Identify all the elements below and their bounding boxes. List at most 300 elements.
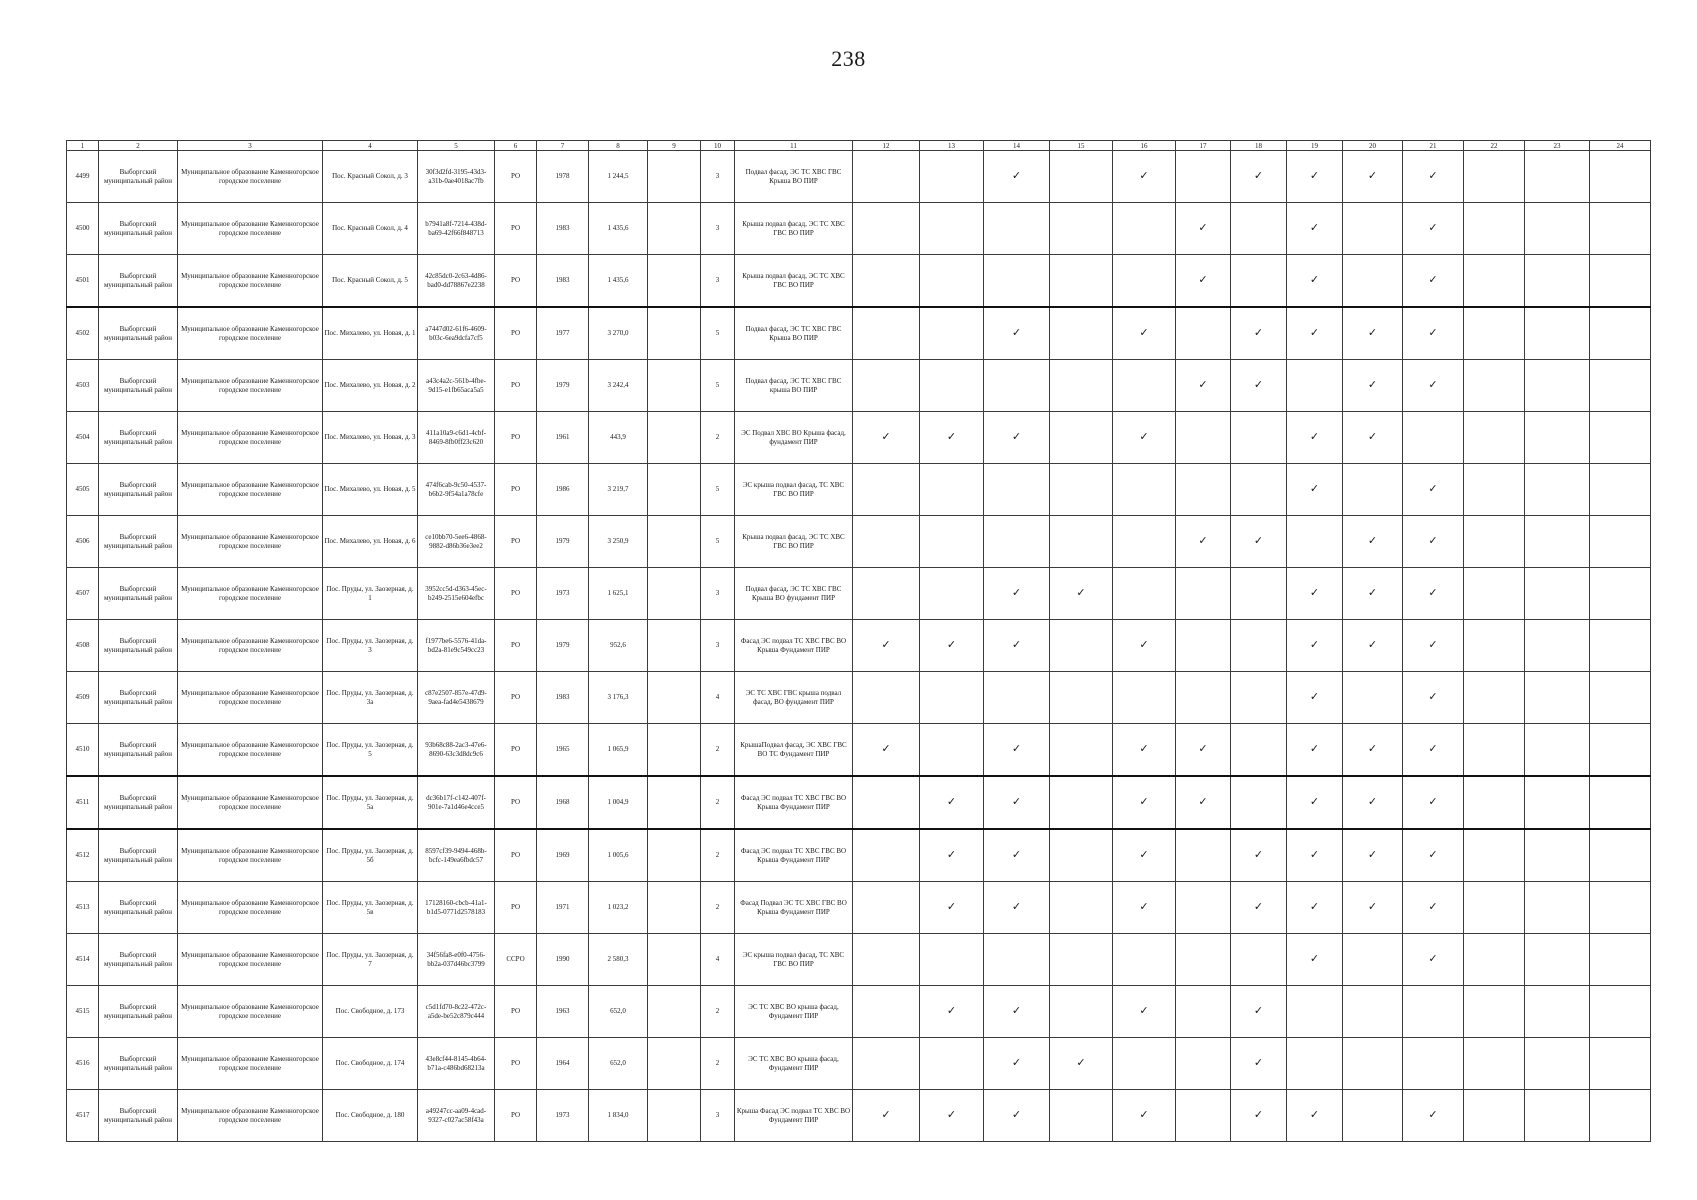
check-mark-icon: ✓ (1343, 724, 1403, 777)
municipality-cell: Муниципальное образование Каменногорское городское поселение (178, 307, 323, 360)
area-cell: 1 244,5 (589, 151, 648, 203)
area-cell: 443,9 (589, 412, 648, 464)
works-cell: Фасад ЭС подвал ТС ХВС ГВС ВО Крыша Фундамент ПИР (735, 776, 853, 829)
year-cell: 1968 (537, 776, 589, 829)
table-row (67, 620, 1651, 672)
floors-cell: 4 (701, 934, 735, 986)
column-number-cell: 9 (648, 141, 701, 151)
empty-cell (1343, 464, 1403, 516)
col9-cell (648, 986, 701, 1038)
empty-cell (1287, 1038, 1343, 1090)
check-mark-icon: ✓ (1176, 776, 1231, 829)
house-id-cell: a7447d02-61f6-4609-b03c-6ea9dcfa7cf5 (418, 307, 495, 360)
district-cell: Выборгский муниципальный район (99, 1038, 178, 1090)
check-mark-icon: ✓ (1343, 360, 1403, 412)
house-id-cell: 17128160-cbcb-41a1-b1d5-0771d2578183 (418, 882, 495, 934)
column-number-cell: 5 (418, 141, 495, 151)
empty-cell (1050, 1090, 1113, 1142)
address-cell: Пос. Пруды, ул. Заозерная, д. 1 (323, 568, 418, 620)
works-cell: Фасад Подвал ЭС ТС ХВС ГВС ВО Крыша Фундамент ПИР (735, 882, 853, 934)
check-mark-icon: ✓ (1403, 255, 1464, 308)
empty-cell (984, 934, 1050, 986)
empty-cell (853, 203, 920, 255)
check-mark-icon: ✓ (1287, 412, 1343, 464)
empty-cell (1343, 672, 1403, 724)
municipality-cell: Муниципальное образование Каменногорское городское поселение (178, 360, 323, 412)
check-mark-icon: ✓ (984, 151, 1050, 203)
empty-cell (1050, 776, 1113, 829)
check-mark-icon: ✓ (1403, 203, 1464, 255)
col9-cell (648, 360, 701, 412)
empty-cell (1050, 829, 1113, 882)
row-number-cell: 4511 (67, 776, 99, 829)
type-cell: РО (495, 307, 537, 360)
check-mark-icon: ✓ (984, 724, 1050, 777)
check-mark-icon: ✓ (1403, 620, 1464, 672)
check-mark-icon: ✓ (920, 620, 984, 672)
check-mark-icon: ✓ (1403, 829, 1464, 882)
empty-cell (1343, 986, 1403, 1038)
works-cell: Крыша подвал фасад, ЭС ТС ХВС ГВС ВО ПИР (735, 203, 853, 255)
empty-cell (1590, 203, 1651, 255)
col9-cell (648, 1090, 701, 1142)
check-mark-icon: ✓ (1231, 151, 1287, 203)
empty-cell (1343, 255, 1403, 308)
empty-cell (920, 1038, 984, 1090)
column-number-cell: 13 (920, 141, 984, 151)
column-number-cell: 15 (1050, 141, 1113, 151)
empty-cell (1176, 620, 1231, 672)
table-row (67, 255, 1651, 308)
empty-cell (853, 464, 920, 516)
house-id-cell: f1977be6-5576-41da-bd2a-81e9c549cc23 (418, 620, 495, 672)
floors-cell: 5 (701, 307, 735, 360)
area-cell: 652,0 (589, 986, 648, 1038)
house-id-cell: dc36b17f-c142-407f-901e-7a1d46e4cce5 (418, 776, 495, 829)
municipality-cell: Муниципальное образование Каменногорское городское поселение (178, 1090, 323, 1142)
district-cell: Выборгский муниципальный район (99, 620, 178, 672)
empty-cell (853, 934, 920, 986)
year-cell: 1986 (537, 464, 589, 516)
empty-cell (1050, 464, 1113, 516)
empty-cell (920, 568, 984, 620)
check-mark-icon: ✓ (1403, 307, 1464, 360)
empty-cell (853, 516, 920, 568)
empty-cell (1403, 412, 1464, 464)
works-cell: ЭС ТС ХВС ВО крыша фасад, Фундамент ПИР (735, 1038, 853, 1090)
works-cell: ЭС Подвал ХВС ВО Крыша фасад, фундамент ПИР (735, 412, 853, 464)
empty-cell (1231, 724, 1287, 777)
type-cell: РО (495, 672, 537, 724)
floors-cell: 3 (701, 1090, 735, 1142)
municipality-cell: Муниципальное образование Каменногорское городское поселение (178, 516, 323, 568)
row-number-cell: 4513 (67, 882, 99, 934)
municipality-cell: Муниципальное образование Каменногорское городское поселение (178, 203, 323, 255)
address-cell: Пос. Пруды, ул. Заозерная, д. 7 (323, 934, 418, 986)
check-mark-icon: ✓ (1403, 776, 1464, 829)
empty-cell (1176, 1090, 1231, 1142)
check-mark-icon: ✓ (1403, 934, 1464, 986)
house-id-cell: 474f6cab-9c50-4537-b6b2-9f54a1a78cfe (418, 464, 495, 516)
empty-cell (1113, 568, 1176, 620)
type-cell: РО (495, 776, 537, 829)
col9-cell (648, 568, 701, 620)
empty-cell (1590, 464, 1651, 516)
address-cell: Пос. Красный Сокол, д. 5 (323, 255, 418, 308)
check-mark-icon: ✓ (1113, 776, 1176, 829)
check-mark-icon: ✓ (984, 620, 1050, 672)
check-mark-icon: ✓ (1403, 882, 1464, 934)
check-mark-icon: ✓ (1287, 829, 1343, 882)
type-cell: РО (495, 620, 537, 672)
year-cell: 1971 (537, 882, 589, 934)
floors-cell: 3 (701, 620, 735, 672)
empty-cell (920, 307, 984, 360)
type-cell: РО (495, 882, 537, 934)
empty-cell (1590, 986, 1651, 1038)
empty-cell (1050, 882, 1113, 934)
type-cell: РО (495, 1038, 537, 1090)
check-mark-icon: ✓ (984, 1090, 1050, 1142)
empty-cell (1176, 672, 1231, 724)
empty-cell (853, 882, 920, 934)
empty-cell (984, 672, 1050, 724)
empty-cell (853, 672, 920, 724)
empty-cell (1525, 360, 1590, 412)
address-cell: Пос. Михалево, ул. Новая, д. 1 (323, 307, 418, 360)
year-cell: 1990 (537, 934, 589, 986)
col9-cell (648, 934, 701, 986)
empty-cell (1464, 620, 1525, 672)
type-cell: РО (495, 568, 537, 620)
address-cell: Пос. Михалево, ул. Новая, д. 6 (323, 516, 418, 568)
empty-cell (1525, 1038, 1590, 1090)
works-cell: Крыша подвал фасад, ЭС ТС ХВС ГВС ВО ПИР (735, 516, 853, 568)
row-number-cell: 4517 (67, 1090, 99, 1142)
row-number-cell: 4500 (67, 203, 99, 255)
empty-cell (1050, 360, 1113, 412)
address-cell: Пос. Пруды, ул. Заозерная, д. 5в (323, 882, 418, 934)
area-cell: 3 242,4 (589, 360, 648, 412)
house-id-cell: 8597cf39-9494-468b-bcfc-149ea6fbdc57 (418, 829, 495, 882)
col9-cell (648, 776, 701, 829)
district-cell: Выборгский муниципальный район (99, 568, 178, 620)
works-cell: ЭС ТС ХВС ГВС крыша подвал фасад, ВО фундамент ПИР (735, 672, 853, 724)
works-cell: Фасад ЭС подвал ТС ХВС ГВС ВО Крыша Фундамент ПИР (735, 829, 853, 882)
house-id-cell: c5d1fd70-8c22-472c-a5de-be52c879c444 (418, 986, 495, 1038)
check-mark-icon: ✓ (1343, 776, 1403, 829)
col9-cell (648, 151, 701, 203)
empty-cell (1231, 464, 1287, 516)
empty-cell (1050, 672, 1113, 724)
house-id-cell: 30f3d2fd-3195-43d3-a31b-0ae4018ac7fb (418, 151, 495, 203)
check-mark-icon: ✓ (1287, 203, 1343, 255)
empty-cell (920, 672, 984, 724)
check-mark-icon: ✓ (920, 882, 984, 934)
municipality-cell: Муниципальное образование Каменногорское городское поселение (178, 986, 323, 1038)
check-mark-icon: ✓ (920, 829, 984, 882)
empty-cell (1525, 151, 1590, 203)
empty-cell (920, 151, 984, 203)
check-mark-icon: ✓ (1343, 568, 1403, 620)
empty-cell (1050, 203, 1113, 255)
empty-cell (1525, 203, 1590, 255)
empty-cell (1113, 360, 1176, 412)
floors-cell: 4 (701, 672, 735, 724)
empty-cell (1113, 516, 1176, 568)
check-mark-icon: ✓ (1176, 724, 1231, 777)
register-table (66, 140, 1651, 1142)
empty-cell (1343, 1038, 1403, 1090)
check-mark-icon: ✓ (1176, 360, 1231, 412)
empty-cell (1525, 672, 1590, 724)
row-number-cell: 4508 (67, 620, 99, 672)
district-cell: Выборгский муниципальный район (99, 882, 178, 934)
column-number-cell: 6 (495, 141, 537, 151)
check-mark-icon: ✓ (1231, 882, 1287, 934)
table-row (67, 776, 1651, 829)
year-cell: 1965 (537, 724, 589, 777)
row-number-cell: 4515 (67, 986, 99, 1038)
area-cell: 1 435,6 (589, 203, 648, 255)
check-mark-icon: ✓ (1287, 620, 1343, 672)
empty-cell (1050, 934, 1113, 986)
check-mark-icon: ✓ (1050, 568, 1113, 620)
year-cell: 1979 (537, 620, 589, 672)
check-mark-icon: ✓ (1287, 464, 1343, 516)
table-row (67, 1038, 1651, 1090)
address-cell: Пос. Пруды, ул. Заозерная, д. 5а (323, 776, 418, 829)
col9-cell (648, 882, 701, 934)
empty-cell (1464, 203, 1525, 255)
empty-cell (1525, 829, 1590, 882)
address-cell: Пос. Михалево, ул. Новая, д. 2 (323, 360, 418, 412)
empty-cell (1590, 255, 1651, 308)
column-number-cell: 4 (323, 141, 418, 151)
floors-cell: 2 (701, 776, 735, 829)
empty-cell (1590, 724, 1651, 777)
check-mark-icon: ✓ (1113, 829, 1176, 882)
empty-cell (1464, 360, 1525, 412)
check-mark-icon: ✓ (1231, 360, 1287, 412)
check-mark-icon: ✓ (984, 568, 1050, 620)
empty-cell (1231, 203, 1287, 255)
row-number-cell: 4514 (67, 934, 99, 986)
empty-cell (1113, 672, 1176, 724)
check-mark-icon: ✓ (1113, 1090, 1176, 1142)
table-row (67, 1090, 1651, 1142)
empty-cell (853, 829, 920, 882)
district-cell: Выборгский муниципальный район (99, 516, 178, 568)
empty-cell (1525, 516, 1590, 568)
empty-cell (1464, 307, 1525, 360)
col9-cell (648, 203, 701, 255)
empty-cell (1464, 464, 1525, 516)
empty-cell (1050, 412, 1113, 464)
table-row (67, 360, 1651, 412)
column-number-cell: 24 (1590, 141, 1651, 151)
floors-cell: 3 (701, 203, 735, 255)
check-mark-icon: ✓ (1231, 829, 1287, 882)
empty-cell (1176, 829, 1231, 882)
empty-cell (853, 986, 920, 1038)
column-number-cell: 20 (1343, 141, 1403, 151)
table-row (67, 516, 1651, 568)
house-id-cell: ce10bb70-5ee6-4868-9882-d86b36e3ee2 (418, 516, 495, 568)
empty-cell (1113, 255, 1176, 308)
empty-cell (1525, 307, 1590, 360)
empty-cell (1464, 672, 1525, 724)
empty-cell (1113, 934, 1176, 986)
type-cell: РО (495, 203, 537, 255)
district-cell: Выборгский муниципальный район (99, 829, 178, 882)
check-mark-icon: ✓ (920, 776, 984, 829)
year-cell: 1978 (537, 151, 589, 203)
check-mark-icon: ✓ (1287, 776, 1343, 829)
empty-cell (1590, 882, 1651, 934)
empty-cell (853, 568, 920, 620)
column-number-cell: 14 (984, 141, 1050, 151)
empty-cell (1590, 568, 1651, 620)
district-cell: Выборгский муниципальный район (99, 1090, 178, 1142)
area-cell: 3 250,9 (589, 516, 648, 568)
empty-cell (1231, 412, 1287, 464)
empty-cell (1464, 1038, 1525, 1090)
empty-cell (1113, 1038, 1176, 1090)
district-cell: Выборгский муниципальный район (99, 203, 178, 255)
table-row (67, 724, 1651, 777)
empty-cell (1231, 934, 1287, 986)
area-cell: 1 834,0 (589, 1090, 648, 1142)
district-cell: Выборгский муниципальный район (99, 776, 178, 829)
empty-cell (1464, 516, 1525, 568)
empty-cell (1050, 307, 1113, 360)
empty-cell (853, 360, 920, 412)
type-cell: РО (495, 360, 537, 412)
check-mark-icon: ✓ (920, 412, 984, 464)
table-row (67, 464, 1651, 516)
house-id-cell: 411a10a9-c6d1-4cbf-8469-8fb0ff23c620 (418, 412, 495, 464)
empty-cell (1343, 203, 1403, 255)
empty-cell (853, 255, 920, 308)
works-cell: Подвал фасад, ЭС ТС ХВС ГВС Крыша ВО фундамент ПИР (735, 568, 853, 620)
column-number-cell: 17 (1176, 141, 1231, 151)
col9-cell (648, 307, 701, 360)
floors-cell: 2 (701, 412, 735, 464)
row-number-cell: 4509 (67, 672, 99, 724)
col9-cell (648, 1038, 701, 1090)
works-cell: ЭС ТС ХВС ВО крыша фасад, Фундамент ПИР (735, 986, 853, 1038)
column-number-cell: 8 (589, 141, 648, 151)
empty-cell (1176, 986, 1231, 1038)
check-mark-icon: ✓ (1113, 882, 1176, 934)
empty-cell (1525, 724, 1590, 777)
check-mark-icon: ✓ (1231, 1038, 1287, 1090)
col9-cell (648, 672, 701, 724)
empty-cell (1590, 829, 1651, 882)
area-cell: 652,0 (589, 1038, 648, 1090)
type-cell: РО (495, 255, 537, 308)
check-mark-icon: ✓ (1231, 516, 1287, 568)
check-mark-icon: ✓ (1403, 464, 1464, 516)
area-cell: 1 023,2 (589, 882, 648, 934)
address-cell: Пос. Пруды, ул. Заозерная, д. 5 (323, 724, 418, 777)
check-mark-icon: ✓ (984, 882, 1050, 934)
municipality-cell: Муниципальное образование Каменногорское городское поселение (178, 724, 323, 777)
col9-cell (648, 620, 701, 672)
district-cell: Выборгский муниципальный район (99, 934, 178, 986)
empty-cell (1176, 934, 1231, 986)
municipality-cell: Муниципальное образование Каменногорское городское поселение (178, 776, 323, 829)
year-cell: 1983 (537, 255, 589, 308)
row-number-cell: 4507 (67, 568, 99, 620)
house-id-cell: 3952cc5d-d363-45ec-b249-2515e604efbc (418, 568, 495, 620)
col9-cell (648, 516, 701, 568)
check-mark-icon: ✓ (984, 307, 1050, 360)
column-number-cell: 22 (1464, 141, 1525, 151)
row-number-cell: 4512 (67, 829, 99, 882)
check-mark-icon: ✓ (1113, 724, 1176, 777)
empty-cell (1525, 882, 1590, 934)
year-cell: 1979 (537, 360, 589, 412)
empty-cell (1464, 568, 1525, 620)
empty-cell (1176, 464, 1231, 516)
house-id-cell: b7941a8f-7214-438d-ba69-42f66f848713 (418, 203, 495, 255)
check-mark-icon: ✓ (984, 776, 1050, 829)
area-cell: 1 005,6 (589, 829, 648, 882)
check-mark-icon: ✓ (853, 724, 920, 777)
empty-cell (1590, 1090, 1651, 1142)
year-cell: 1973 (537, 1090, 589, 1142)
empty-cell (1590, 412, 1651, 464)
column-number-row (67, 141, 1651, 151)
check-mark-icon: ✓ (853, 620, 920, 672)
works-cell: Подвал фасад, ЭС ТС ХВС ГВС Крыша ВО ПИР (735, 307, 853, 360)
empty-cell (853, 307, 920, 360)
table-row (67, 412, 1651, 464)
district-cell: Выборгский муниципальный район (99, 986, 178, 1038)
row-number-cell: 4510 (67, 724, 99, 777)
type-cell: ССРО (495, 934, 537, 986)
check-mark-icon: ✓ (984, 986, 1050, 1038)
check-mark-icon: ✓ (1176, 203, 1231, 255)
empty-cell (1403, 986, 1464, 1038)
address-cell: Пос. Свободное, д. 173 (323, 986, 418, 1038)
empty-cell (1176, 151, 1231, 203)
empty-cell (1525, 934, 1590, 986)
check-mark-icon: ✓ (1287, 151, 1343, 203)
empty-cell (984, 255, 1050, 308)
check-mark-icon: ✓ (1113, 151, 1176, 203)
empty-cell (1464, 1090, 1525, 1142)
house-id-cell: 43e8cf44-8145-4b64-b71a-c486bd68213a (418, 1038, 495, 1090)
address-cell: Пос. Михалево, ул. Новая, д. 3 (323, 412, 418, 464)
empty-cell (1590, 776, 1651, 829)
empty-cell (1113, 203, 1176, 255)
row-number-cell: 4502 (67, 307, 99, 360)
area-cell: 1 065,9 (589, 724, 648, 777)
check-mark-icon: ✓ (1113, 412, 1176, 464)
col9-cell (648, 412, 701, 464)
check-mark-icon: ✓ (1231, 307, 1287, 360)
floors-cell: 2 (701, 1038, 735, 1090)
address-cell: Пос. Пруды, ул. Заозерная, д. 3а (323, 672, 418, 724)
empty-cell (1231, 255, 1287, 308)
works-cell: Крыша Фасад ЭС подвал ТС ХВС ВО Фундамент ПИР (735, 1090, 853, 1142)
check-mark-icon: ✓ (1343, 307, 1403, 360)
check-mark-icon: ✓ (1343, 516, 1403, 568)
empty-cell (1287, 360, 1343, 412)
